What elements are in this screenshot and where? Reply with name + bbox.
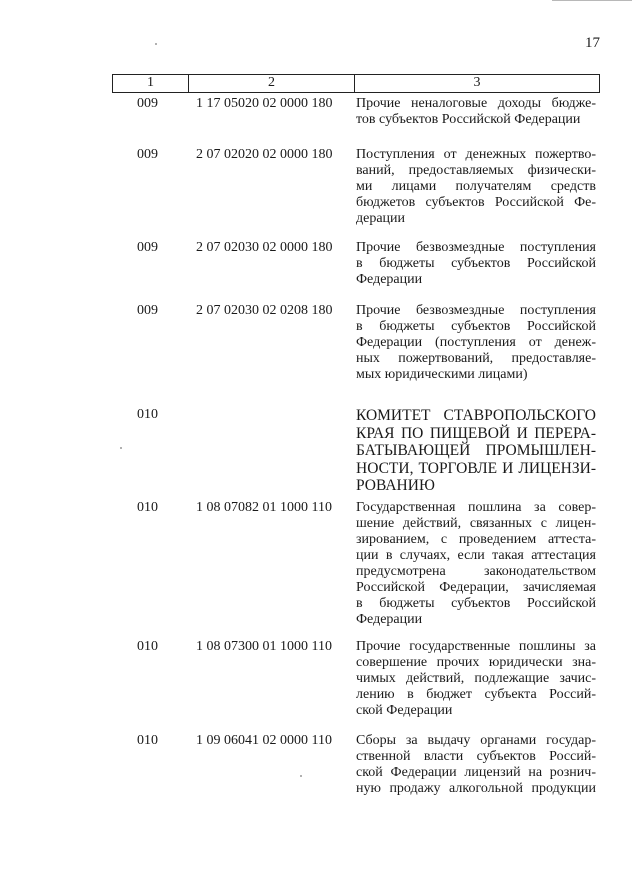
budget-code: 2 07 02030 02 0208 180 — [196, 303, 333, 318]
description-line: ственной власти субъектов Россий- — [356, 749, 596, 764]
description-line: ных пожертвований, предоставляе- — [356, 351, 596, 366]
description-line: Федерации — [356, 272, 423, 287]
column-header-3: 3 — [473, 75, 481, 90]
description-line: Прочие государственные пошлины за — [356, 639, 596, 654]
description-line: тов субъектов Российской Федерации — [356, 112, 581, 127]
admin-code: 009 — [137, 240, 158, 255]
scan-speck — [155, 43, 157, 45]
description-line: Прочие безвозмездные поступления — [356, 240, 596, 255]
budget-code: 1 17 05020 02 0000 180 — [196, 96, 333, 111]
description-line: в бюджеты субъектов Российской — [356, 596, 596, 611]
description-line: ми лицами получателям средств — [356, 179, 596, 194]
scan-speck — [120, 447, 122, 449]
description-line: НОСТИ, ТОРГОВЛЕ И ЛИЦЕНЗИ- — [356, 459, 596, 477]
admin-code: 009 — [137, 96, 158, 111]
description-line: зированием, с проведением аттеста- — [356, 532, 596, 547]
description-line: Сборы за выдачу органами государ- — [356, 733, 596, 748]
description-line: чимых действий, подлежащие зачис- — [356, 671, 596, 686]
committee-name — [356, 407, 596, 495]
budget-code: 2 07 02030 02 0000 180 — [196, 240, 333, 255]
description-line: предусмотрена законодательством — [356, 564, 596, 579]
admin-code: 009 — [137, 303, 158, 318]
revenue-description — [356, 303, 596, 383]
revenue-description — [356, 639, 596, 719]
description-line: ваний, предоставляемых физически- — [356, 163, 596, 178]
revenue-description — [356, 240, 596, 288]
description-line: мых юридическими лицами) — [356, 367, 528, 382]
scan-speck — [300, 775, 302, 777]
description-line: ную продажу алкогольной продукции — [356, 781, 596, 796]
admin-code: 010 — [137, 407, 158, 422]
revenue-description — [356, 500, 596, 628]
description-line: ции в случаях, если такая аттестация — [356, 548, 596, 563]
budget-code: 2 07 02020 02 0000 180 — [196, 147, 333, 162]
budget-code: 1 09 06041 02 0000 110 — [196, 733, 332, 748]
description-line: Федерации — [356, 612, 423, 627]
description-line: дерации — [356, 211, 406, 226]
description-line: Прочие неналоговые доходы бюдже- — [356, 96, 596, 111]
revenue-description — [356, 147, 596, 227]
table-header — [112, 74, 600, 93]
description-line: бюджетов субъектов Российской Фе- — [356, 195, 596, 210]
budget-code: 1 08 07082 01 1000 110 — [196, 500, 332, 515]
description-line: лению в бюджет субъекта Россий- — [356, 687, 596, 702]
revenue-description — [356, 96, 596, 128]
budget-code: 1 08 07300 01 1000 110 — [196, 639, 332, 654]
column-header-1: 1 — [113, 75, 189, 92]
description-line: шение действий, связанных с лицен- — [356, 516, 596, 531]
description-line: в бюджеты субъектов Российской — [356, 256, 596, 271]
description-line: Поступления от денежных пожертво- — [356, 147, 596, 162]
scan-edge-mark — [552, 0, 632, 4]
description-line: совершение прочих юридически зна- — [356, 655, 596, 670]
description-line: РОВАНИЮ — [356, 477, 435, 494]
admin-code: 010 — [137, 500, 158, 515]
admin-code: 010 — [137, 733, 158, 748]
description-line: ской Федерации лицензий на рознич- — [356, 765, 596, 780]
description-line: БАТЫВАЮЩЕЙ ПРОМЫШЛЕН- — [356, 442, 596, 459]
description-line: КРАЯ ПО ПИЩЕВОЙ И ПЕРЕРА- — [356, 424, 596, 442]
description-line: Российской Федерации, зачисляемая — [356, 580, 596, 595]
admin-code: 009 — [137, 147, 158, 162]
admin-code: 010 — [137, 639, 158, 654]
page-number: 17 — [585, 35, 600, 51]
description-line: ской Федерации — [356, 703, 453, 718]
description-line: в бюджеты субъектов Российской — [356, 319, 596, 334]
column-header-2: 2 — [189, 75, 355, 92]
revenue-description — [356, 733, 596, 797]
description-line: КОМИТЕТ СТАВРОПОЛЬСКОГО — [356, 407, 596, 424]
description-line: Прочие безвозмездные поступления — [356, 303, 596, 318]
description-line: Федерации (поступления от денеж- — [356, 335, 596, 350]
description-line: Государственная пошлина за совер- — [356, 500, 596, 515]
